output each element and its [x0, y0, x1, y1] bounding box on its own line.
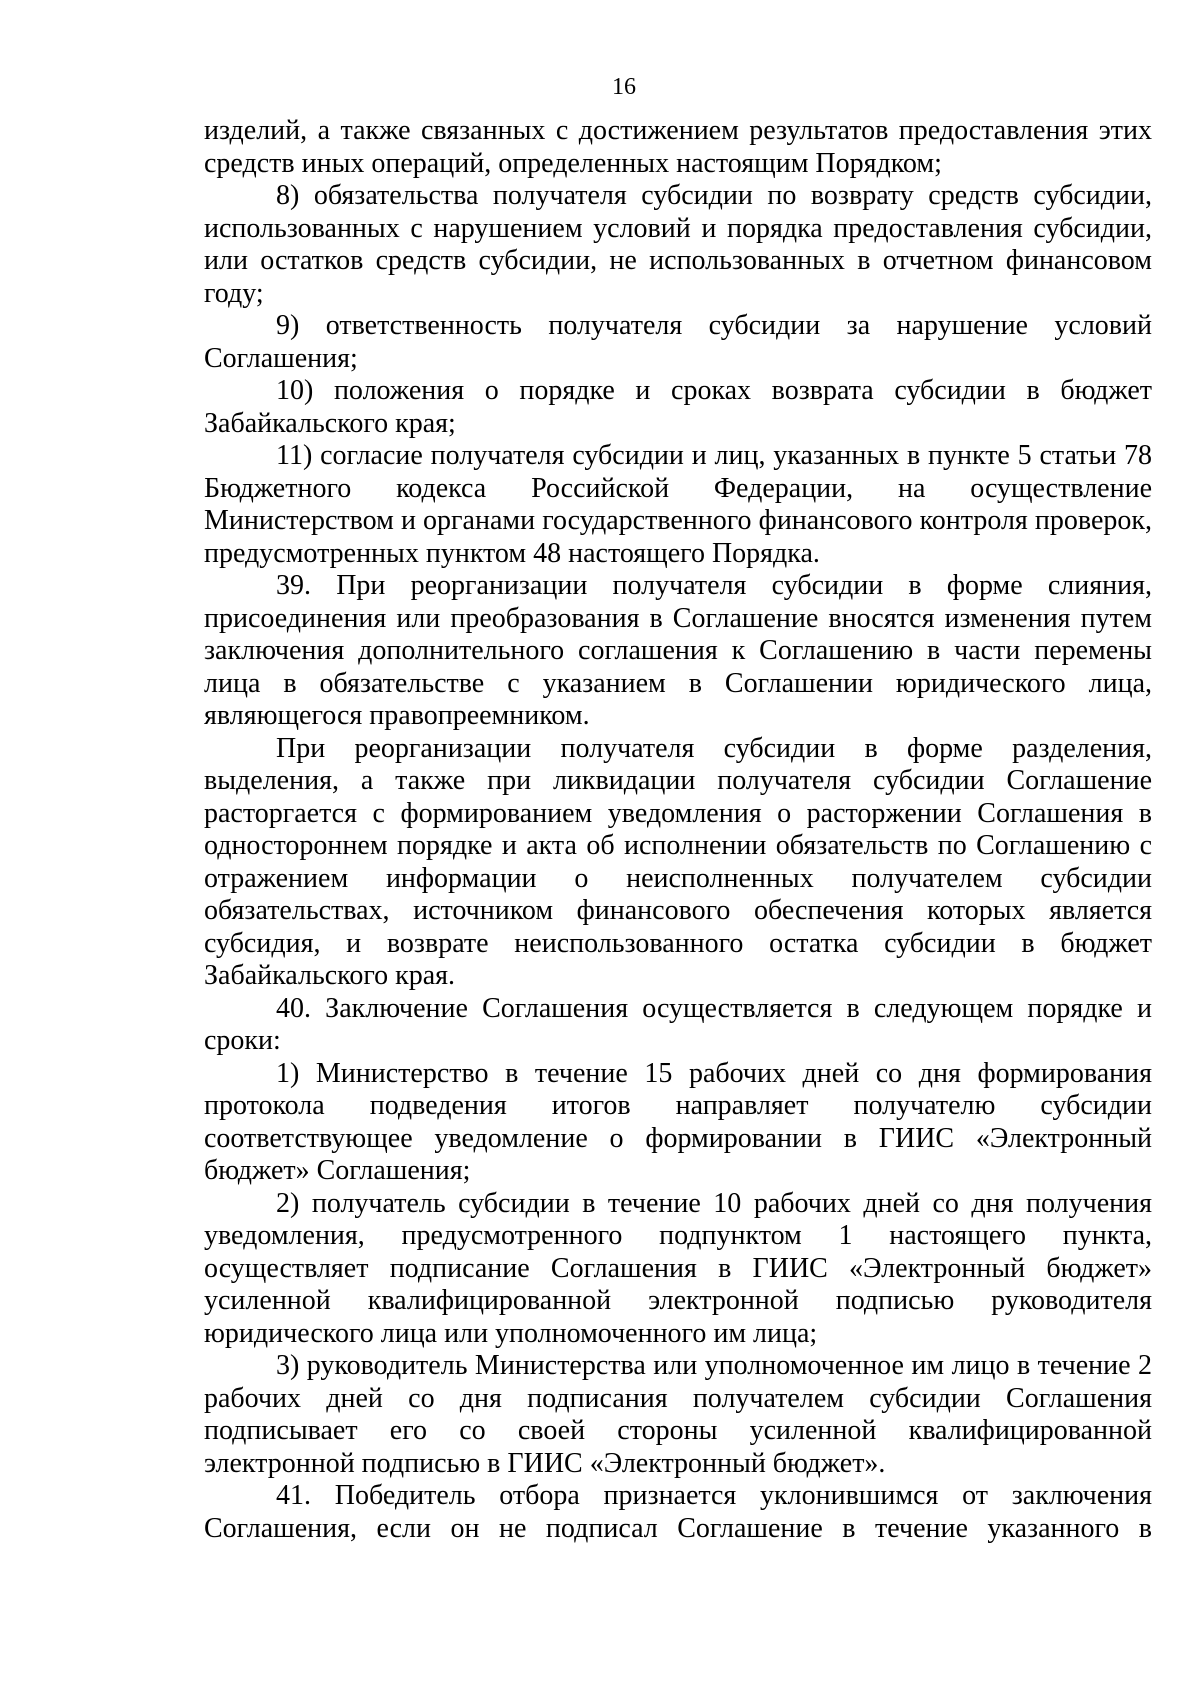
paragraph-clause-40-item-3: 3) руководитель Министерства или уполномоченное им лицо в течение 2 рабочих дней со дня подписания получателем субсидии Соглашения подписывает его со своей стороны усиленной квалифицированной электронной подписью в ГИИС «Электронный бюджет». [204, 1350, 1152, 1479]
document-body [204, 115, 1152, 1545]
paragraph-item-8: 8) обязательства получателя субсидии по возврату средств субсидии, использованных с нарушением условий и порядка предоставления субсидии, или остатков средств субсидии, не использованных в отчетном финансовом году; [204, 180, 1152, 309]
paragraph-clause-39-continued: При реорганизации получателя субсидии в форме разделения, выделения, а также при ликвидации получателя субсидии Соглашение расторгается с формированием уведомления о расторжении Соглашения в одностороннем порядке и акта об исполнении обязательств по Соглашению с отражением информации о неисполненных получателем субсидии обязательствах, источником финансового обеспечения которых является субсидия, и возврате неиспользованного остатка субсидии в бюджет Забайкальского края. [204, 732, 1152, 991]
paragraph-clause-40: 40. Заключение Соглашения осуществляется в следующем порядке и сроки: [204, 992, 1152, 1056]
paragraph-item-9: 9) ответственность получателя субсидии за нарушение условий Соглашения; [204, 310, 1152, 374]
paragraph-clause-40-item-2: 2) получатель субсидии в течение 10 рабочих дней со дня получения уведомления, предусмотренного подпунктом 1 настоящего пункта, осуществляет подписание Соглашения в ГИИС «Электронный бюджет» усиленной квалифицированной электронной подписью руководителя юридического лица или уполномоченного им лица; [204, 1187, 1152, 1349]
paragraph-item-10: 10) положения о порядке и сроках возврата субсидии в бюджет Забайкальского края; [204, 375, 1152, 439]
paragraph-clause-39: 39. При реорганизации получателя субсидии в форме слияния, присоединения или преобразования в Соглашение вносятся изменения путем заключения дополнительного соглашения к Соглашению в части перемены лица в обязательстве с указанием в Соглашении юридического лица, являющегося правопреемником. [204, 570, 1152, 731]
paragraph-continuation: изделий, а также связанных с достижением результатов предоставления этих средств иных операций, определенных настоящим Порядком; [204, 115, 1152, 179]
page-number: 16 [612, 74, 636, 100]
paragraph-clause-41: 41. Победитель отбора признается уклонившимся от заключения Соглашения, если он не подписал Соглашение в течение указанного в [204, 1480, 1152, 1544]
paragraph-item-11: 11) согласие получателя субсидии и лиц, указанных в пункте 5 статьи 78 Бюджетного кодекса Российской Федерации, на осуществление Министерством и органами государственного финансового контроля проверок, предусмотренных пунктом 48 настоящего Порядка. [204, 440, 1152, 569]
paragraph-clause-40-item-1: 1) Министерство в течение 15 рабочих дней со дня формирования протокола подведения итогов направляет получателю субсидии соответствующее уведомление о формировании в ГИИС «Электронный бюджет» Соглашения; [204, 1057, 1152, 1186]
